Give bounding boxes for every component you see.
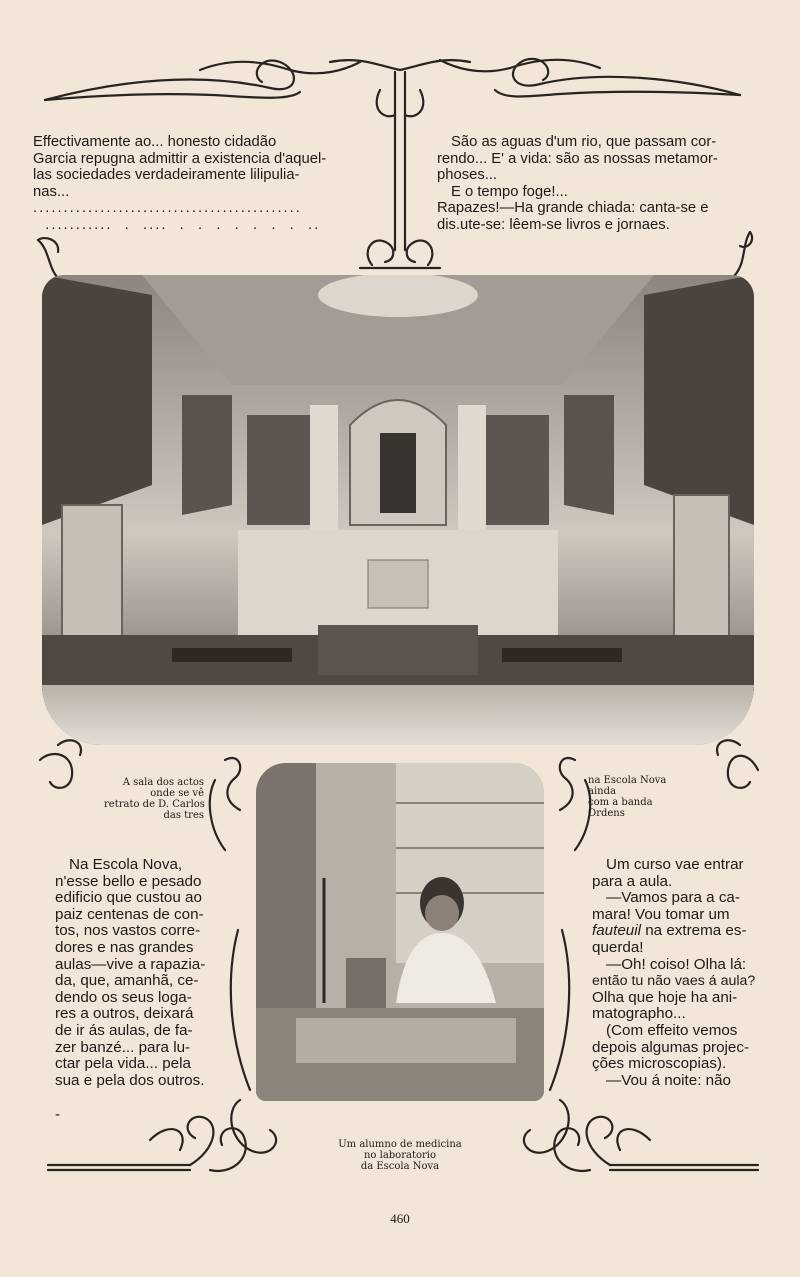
right-column-text (592, 857, 782, 1089)
text-line: ções microscopias). (592, 1055, 727, 1073)
text-line: ctar pela vida... pela (55, 1055, 191, 1073)
ellipsis-row: ........... . .... . . . . . . . .. (33, 216, 321, 233)
text-line: E o tempo foge!... (451, 183, 568, 200)
text-line: para a aula. (592, 872, 673, 890)
text-line: de ir ás aulas, de fa- (55, 1021, 193, 1039)
italic-word: fauteuil (592, 922, 641, 940)
text-line: Rapazes!—Ha grande chiada: canta-se e (437, 200, 709, 217)
text-line: dores e nas grandes (55, 938, 194, 956)
text-line: rendo... E' a vida: são as nossas metamor- (437, 150, 718, 167)
ellipsis-row: ............................................ (33, 200, 302, 217)
text-line: depois algumas projec- (592, 1038, 750, 1056)
text-line: então tu não vaes á aula? (592, 973, 756, 990)
caption-line: Um alumno de medicina (338, 1139, 462, 1150)
text-line: Garcia repugna admittir a existencia d'aquel- (33, 150, 327, 167)
caption-line: onde se vê (150, 788, 204, 799)
text-line: Effectivamente ao... honesto cidadão (33, 134, 277, 150)
laboratory-image (256, 763, 544, 1101)
text-line: —Oh! coiso! Olha lá: (606, 955, 747, 973)
text-line: phoses... (437, 167, 498, 184)
text-line: zer banzé... para lu- (55, 1038, 191, 1056)
laboratory-student-photo (256, 763, 544, 1101)
assembly-hall-image (42, 275, 754, 745)
caption-line: Ordens (588, 808, 625, 819)
text-fragment: na extrema es- (645, 922, 747, 940)
text-line: sua e pela dos outros. (55, 1071, 205, 1089)
text-line: tos, nos vastos corre- (55, 922, 201, 940)
dash-mark: - (55, 1106, 61, 1124)
text-line: res a outros, deixará (55, 1005, 194, 1023)
text-line: Na Escola Nova, (69, 856, 183, 873)
text-line: n'esse bello e pesado (55, 872, 202, 890)
text-line: da, que, amanhã, ce- (55, 972, 199, 990)
text-line: las sociedades verdadeiramente lilipulia- (33, 167, 300, 184)
text-line: nas... (33, 183, 70, 200)
assembly-hall-photo (42, 275, 754, 745)
caption-line: na Escola Nova (588, 775, 667, 786)
text-line: (Com effeito vemos (606, 1021, 738, 1039)
text-line: —Vou á noite: não (606, 1071, 731, 1089)
bottom-caption (300, 1139, 500, 1172)
text-line: querda! (592, 938, 644, 956)
text-line: São as aguas d'um rio, que passam cor- (451, 134, 717, 150)
caption-left (104, 777, 204, 821)
caption-right (588, 775, 698, 819)
text-line: edificio que custou ao (55, 889, 202, 907)
text-line: Olha que hoje ha ani- (592, 988, 738, 1006)
text-line: paiz centenas de con- (55, 905, 204, 923)
text-line: matographo... (592, 1005, 686, 1023)
caption-line: das tres (163, 810, 204, 821)
caption-line: da Escola Nova (360, 1161, 440, 1172)
text-line: dendo os seus loga- (55, 988, 192, 1006)
top-left-paragraph (33, 134, 363, 234)
caption-line: no laboratorio (363, 1150, 436, 1161)
top-right-paragraph (437, 134, 767, 234)
text-line: aulas—vive a rapazia- (55, 955, 206, 973)
page-number: 460 (390, 1211, 410, 1226)
text-line: dis.ute-se: lêem-se livros e jornaes. (437, 216, 670, 233)
text-line (592, 923, 782, 940)
caption-line: com a banda (588, 797, 653, 808)
left-column-text (55, 857, 215, 1124)
text-line: —Vamos para a ca- (606, 889, 740, 907)
text-line: Um curso vae entrar (606, 856, 744, 873)
caption-line: A sala dos actos (122, 777, 204, 788)
caption-line: ainda (588, 786, 616, 797)
caption-line: retrato de D. Carlos (104, 799, 205, 810)
text-line: mara! Vou tomar um (592, 905, 730, 923)
